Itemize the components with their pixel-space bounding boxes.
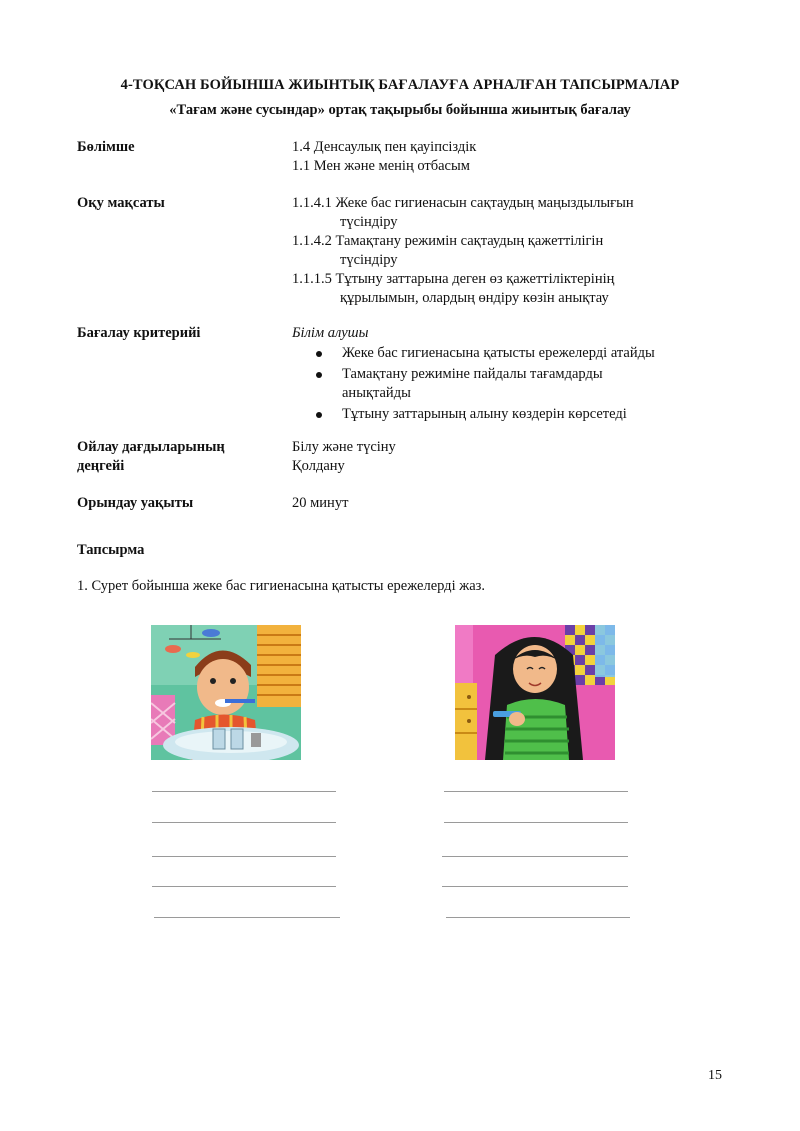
criteria-bullet-text: Тұтыну заттарының алыну көздерін көрсетеді [342,406,627,422]
criteria-bullet [292,405,712,424]
criteria-bullet-text: Жеке бас гигиенасына қатысты ережелерді атайды [342,345,655,361]
boy-brushing-teeth-illustration [151,625,301,760]
answer-line[interactable] [444,822,628,823]
answer-line[interactable] [442,856,628,857]
page-title: 4-ТОҚСАН БОЙЫНША ЖИЫНТЫҚ БАҒАЛАУҒА АРНАЛҒАН ТАПСЫРМАЛАР [120,77,680,93]
objective-2: 1.1.4.2 Тамақтану режимін сақтаудың қажеттілігін [292,233,604,249]
thinking-label-1: Ойлау дағдыларының [77,439,225,455]
task-heading: Тапсырма [77,542,145,558]
answer-line[interactable] [154,917,340,918]
objectives-label: Оқу мақсаты [77,195,165,211]
criteria-bullet [292,344,712,363]
criteria-value [292,324,712,424]
thinking-value-2: Қолдану [292,458,345,474]
objective-2-cont: түсіндіру [340,252,398,268]
answer-line[interactable] [152,791,336,792]
section-label: Бөлімше [77,139,135,155]
section-value-2: 1.1 Мен және менің отбасым [292,158,470,174]
answer-line[interactable] [152,822,336,823]
answer-line[interactable] [152,856,336,857]
task-question: 1. Сурет бойынша жеке бас гигиенасына қатысты ережелерді жаз. [77,578,486,594]
section-value [292,138,722,176]
answer-line[interactable] [152,886,336,887]
bullet-icon [316,372,322,378]
objective-1-cont: түсіндіру [340,214,398,230]
criteria-bullet [292,365,712,403]
bullet-icon [316,351,322,357]
page-subtitle: «Тағам және сусындар» ортақ тақырыбы бойынша жиынтық бағалау [169,102,631,118]
thinking-value [292,438,722,476]
criteria-bullet-text: Тамақтану режиміне пайдалы тағамдарды анықтайды [342,366,603,401]
objectives-value [292,194,722,308]
page-number: 15 [708,1068,722,1083]
thinking-value-1: Білу және түсіну [292,439,396,455]
answer-line[interactable] [442,886,628,887]
objective-3-cont: құрылымын, олардың өндіру көзін анықтау [340,290,609,306]
objective-1: 1.1.4.1 Жеке бас гигиенасын сақтаудың маңыздылығын [292,195,634,211]
girl-combing-hair-illustration [455,625,615,760]
time-value: 20 минут [292,495,349,511]
answer-line[interactable] [444,791,628,792]
time-label: Орындау уақыты [77,495,194,511]
objective-3: 1.1.1.5 Тұтыну заттарына деген өз қажеттіліктерінің [292,271,615,287]
bullet-icon [316,412,322,418]
boy-brushing-teeth-icon [151,625,301,760]
girl-combing-hair-icon [455,625,615,760]
thinking-label [77,438,225,476]
criteria-label: Бағалау критерийі [77,325,201,341]
answer-line[interactable] [446,917,630,918]
thinking-label-2: деңгейі [77,458,125,474]
criteria-intro: Білім алушы [292,325,369,341]
section-value-1: 1.4 Денсаулық пен қауіпсіздік [292,139,477,155]
